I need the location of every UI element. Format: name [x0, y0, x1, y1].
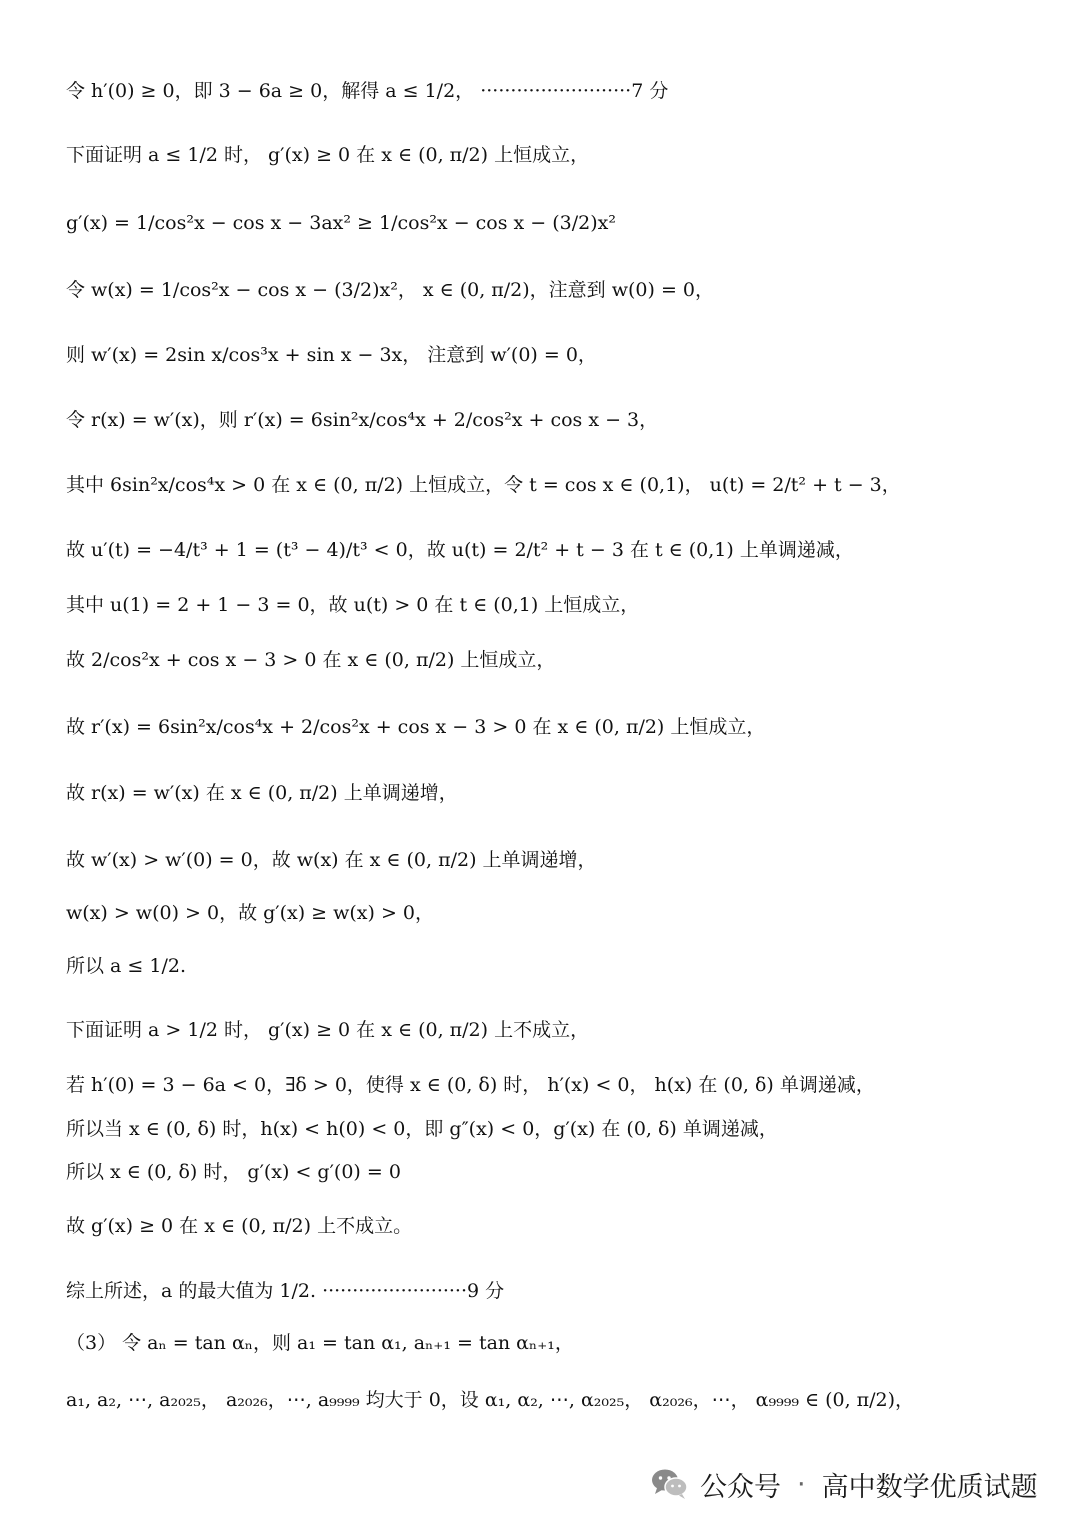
text-line: a₁, a₂, ⋯, a₂₀₂₅， a₂₀₂₆，⋯, a₉₉₉₉ 均大于 0，设 α₁, α₂, ⋯, α₂₀₂₅， α₂₀₂₆，⋯， α₉₉₉₉ ∈ (0, π/2)， — [66, 1389, 915, 1411]
footer-label: 公众号 — [700, 1471, 781, 1503]
wechat-icon — [650, 1467, 690, 1501]
text-line: 若 h′(0) = 3 − 6a < 0，∃δ > 0，使得 x ∈ (0, δ) 时， h′(x) < 0， h(x) 在 (0, δ) 单调递减， — [66, 1074, 875, 1096]
text-line: 故 g′(x) ≥ 0 在 x ∈ (0, π/2) 上不成立。 — [66, 1215, 413, 1237]
text-line: 令 w(x) = 1/cos²x − cos x − (3/2)x²， x ∈ (0, π/2)，注意到 w(0) = 0， — [66, 279, 714, 301]
text-line: 综上所述，a 的最大值为 1/2. ························9 分 — [66, 1280, 505, 1302]
text-line: 所以当 x ∈ (0, δ) 时，h(x) < h(0) < 0，即 g″(x) < 0，g′(x) 在 (0, δ) 单调递减， — [66, 1118, 778, 1140]
text-line: 令 h′(0) ≥ 0，即 3 − 6a ≥ 0，解得 a ≤ 1/2， ·························7 分 — [66, 80, 669, 102]
text-line: 故 2/cos²x + cos x − 3 > 0 在 x ∈ (0, π/2) 上恒成立， — [66, 649, 556, 671]
text-line: 则 w′(x) = 2sin x/cos³x + sin x − 3x， 注意到 w′(0) = 0， — [66, 344, 597, 366]
text-line: （3） 令 aₙ = tan αₙ，则 a₁ = tan α₁, aₙ₊₁ = tan αₙ₊₁， — [66, 1332, 574, 1354]
text-line: 故 r(x) = w′(x) 在 x ∈ (0, π/2) 上单调递增， — [66, 782, 458, 804]
footer-account-name: 高中数学优质试题 — [821, 1471, 1038, 1503]
text-line: 所以 x ∈ (0, δ) 时， g′(x) < g′(0) = 0 — [66, 1161, 401, 1183]
text-line: 故 w′(x) > w′(0) = 0，故 w(x) 在 x ∈ (0, π/2) 上单调递增， — [66, 849, 597, 871]
text-line: g′(x) = 1/cos²x − cos x − 3ax² ≥ 1/cos²x − cos x − (3/2)x² — [66, 212, 616, 234]
text-line: 下面证明 a ≤ 1/2 时， g′(x) ≥ 0 在 x ∈ (0, π/2) 上恒成立， — [66, 144, 590, 166]
text-line: 故 u′(t) = −4/t³ + 1 = (t³ − 4)/t³ < 0，故 u(t) = 2/t² + t − 3 在 t ∈ (0,1) 上单调递减， — [66, 539, 854, 561]
text-line: 其中 u(1) = 2 + 1 − 3 = 0，故 u(t) > 0 在 t ∈ (0,1) 上恒成立， — [66, 594, 640, 616]
text-line: 令 r(x) = w′(x)，则 r′(x) = 6sin²x/cos⁴x + 2/cos²x + cos x − 3， — [66, 409, 659, 431]
text-line: w(x) > w(0) > 0，故 g′(x) ≥ w(x) > 0， — [66, 902, 435, 924]
text-line: 所以 a ≤ 1/2. — [66, 955, 186, 977]
text-line: 其中 6sin²x/cos⁴x > 0 在 x ∈ (0, π/2) 上恒成立，令 t = cos x ∈ (0,1)， u(t) = 2/t² + t − 3， — [66, 474, 901, 496]
wechat-watermark — [650, 1460, 1038, 1508]
text-line: 故 r′(x) = 6sin²x/cos⁴x + 2/cos²x + cos x − 3 > 0 在 x ∈ (0, π/2) 上恒成立， — [66, 716, 766, 738]
footer-separator: · — [797, 1468, 806, 1500]
text-line: 下面证明 a > 1/2 时， g′(x) ≥ 0 在 x ∈ (0, π/2) 上不成立， — [66, 1019, 590, 1041]
